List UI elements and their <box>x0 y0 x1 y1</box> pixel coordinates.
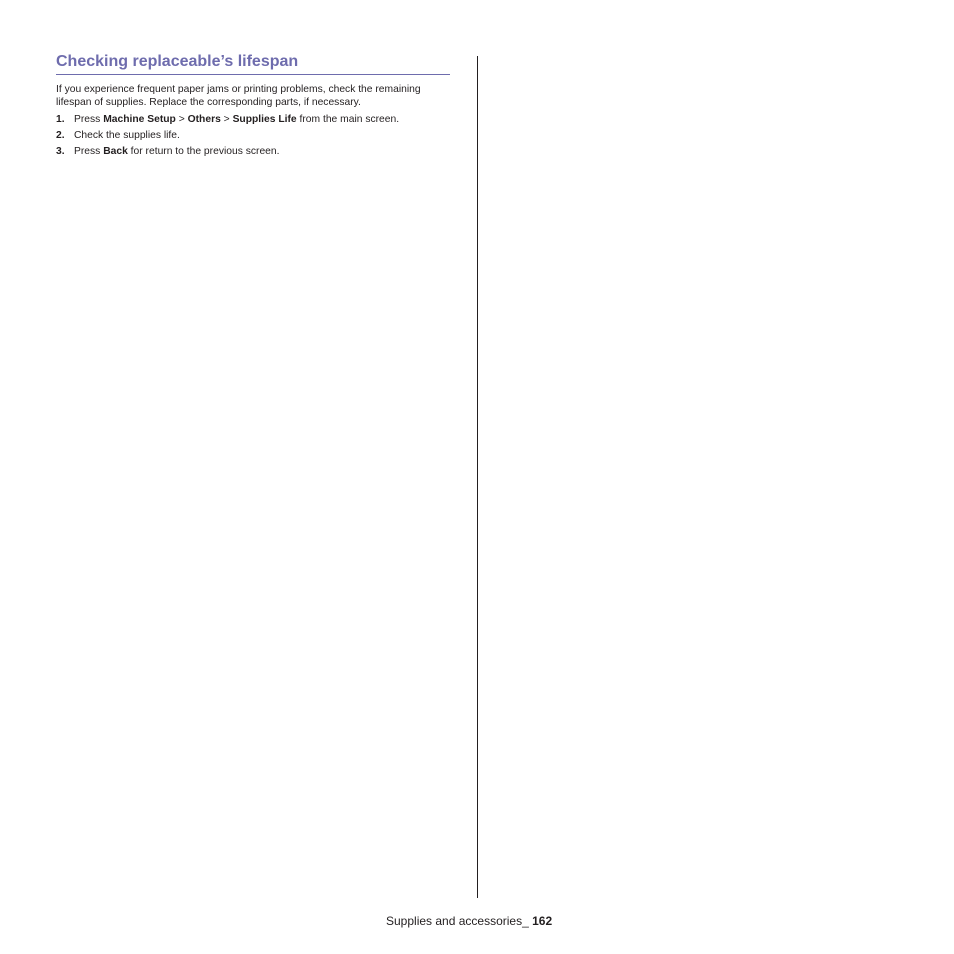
step-item <box>56 128 450 144</box>
left-column <box>56 50 450 160</box>
step-item <box>56 112 450 128</box>
step-text-run: from the main screen. <box>296 114 400 125</box>
step-text <box>74 144 279 160</box>
step-number: 3. <box>56 146 65 157</box>
step-text-run: Press <box>74 114 104 125</box>
step-button-name: Back <box>103 146 128 157</box>
step-number: 2. <box>56 130 65 141</box>
section-title: Checking replaceable’s lifespan <box>56 50 450 75</box>
step-item <box>56 144 450 160</box>
step-menu-item: Others <box>187 114 221 125</box>
intro-paragraph: If you experience frequent paper jams or printing problems, check the remaining lifespan of supplies. Replace the corresponding parts, if necessary. <box>56 84 421 108</box>
step-menu-item: Machine Setup <box>103 114 176 125</box>
step-text-run: Check the supplies life. <box>74 130 180 141</box>
step-text-run: > <box>175 114 188 125</box>
step-text-run: for return to the previous screen. <box>127 146 280 157</box>
page-footer <box>386 914 552 928</box>
steps-list <box>56 112 450 160</box>
column-divider <box>477 56 478 898</box>
step-text <box>74 112 399 128</box>
step-text <box>74 128 180 144</box>
step-number: 1. <box>56 114 65 125</box>
page-number: 162 <box>532 914 553 928</box>
step-menu-item: Supplies Life <box>232 114 297 125</box>
step-text-run: > <box>220 114 233 125</box>
step-text-run: Press <box>74 146 104 157</box>
footer-chapter: Supplies and accessories_ <box>386 914 533 928</box>
